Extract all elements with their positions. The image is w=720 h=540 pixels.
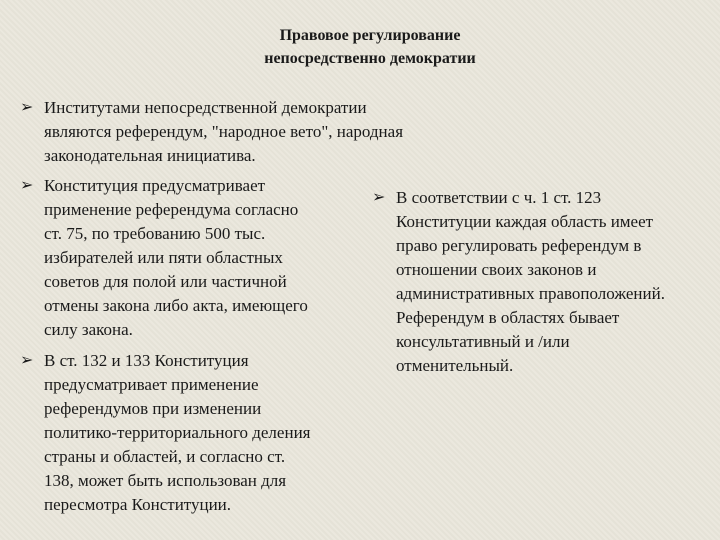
bullet-line: пересмотра Конституции. xyxy=(44,495,232,514)
bullet-text xyxy=(44,349,365,517)
bullet-line: Институтами непосредственной демократии xyxy=(44,98,367,117)
bullet-line: Конституция предусматривает xyxy=(44,176,266,195)
bullet-line: отмены закона либо акта, имеющего xyxy=(44,296,308,315)
bullet-line: предусматривает применение xyxy=(44,375,259,394)
bullet-constitution-art123 xyxy=(372,186,717,378)
bullet-line: право регулировать референдум в xyxy=(396,236,642,255)
bullet-line: законодательная инициатива. xyxy=(44,146,256,165)
bullet-line: ст. 75, по требованию 500 тыс. xyxy=(44,224,266,243)
bullet-institutions xyxy=(20,96,500,168)
bullet-line: страны и областей, и согласно ст. xyxy=(44,447,286,466)
bullet-constitution-art75 xyxy=(20,174,365,342)
page-title xyxy=(140,24,600,70)
bullet-text xyxy=(44,96,500,168)
bullet-line: В ст. 132 и 133 Конституция xyxy=(44,351,249,370)
bullet-text xyxy=(396,186,717,378)
arrow-bullet-icon: ➢ xyxy=(20,99,34,116)
bullet-line: советов для полой или частичной xyxy=(44,272,287,291)
bullet-text xyxy=(44,174,365,342)
bullet-line: отношении своих законов и xyxy=(396,260,597,279)
bullet-line: В соответствии с ч. 1 ст. 123 xyxy=(396,188,602,207)
bullet-line: административных правоположений. xyxy=(396,284,665,303)
title-line-1: Правовое регулирование xyxy=(279,27,461,44)
bullet-line: политико-территориального деления xyxy=(44,423,311,442)
bullet-line: Конституции каждая область имеет xyxy=(396,212,654,231)
arrow-bullet-icon: ➢ xyxy=(372,189,386,206)
bullet-line: являются референдум, "народное вето", народная xyxy=(44,122,404,141)
bullet-line: 138, может быть использован для xyxy=(44,471,287,490)
bullet-line: референдумов при изменении xyxy=(44,399,262,418)
bullet-constitution-art132 xyxy=(20,349,365,517)
bullet-line: консультативный и /или xyxy=(396,332,570,351)
bullet-line: применение референдума согласно xyxy=(44,200,299,219)
arrow-bullet-icon: ➢ xyxy=(20,352,34,369)
arrow-bullet-icon: ➢ xyxy=(20,177,34,194)
title-line-2: непосредственно демократии xyxy=(264,50,476,67)
bullet-line: силу закона. xyxy=(44,320,133,339)
bullet-line: отменительный. xyxy=(396,356,514,375)
bullet-line: Референдум в областях бывает xyxy=(396,308,620,327)
bullet-line: избирателей или пяти областных xyxy=(44,248,283,267)
